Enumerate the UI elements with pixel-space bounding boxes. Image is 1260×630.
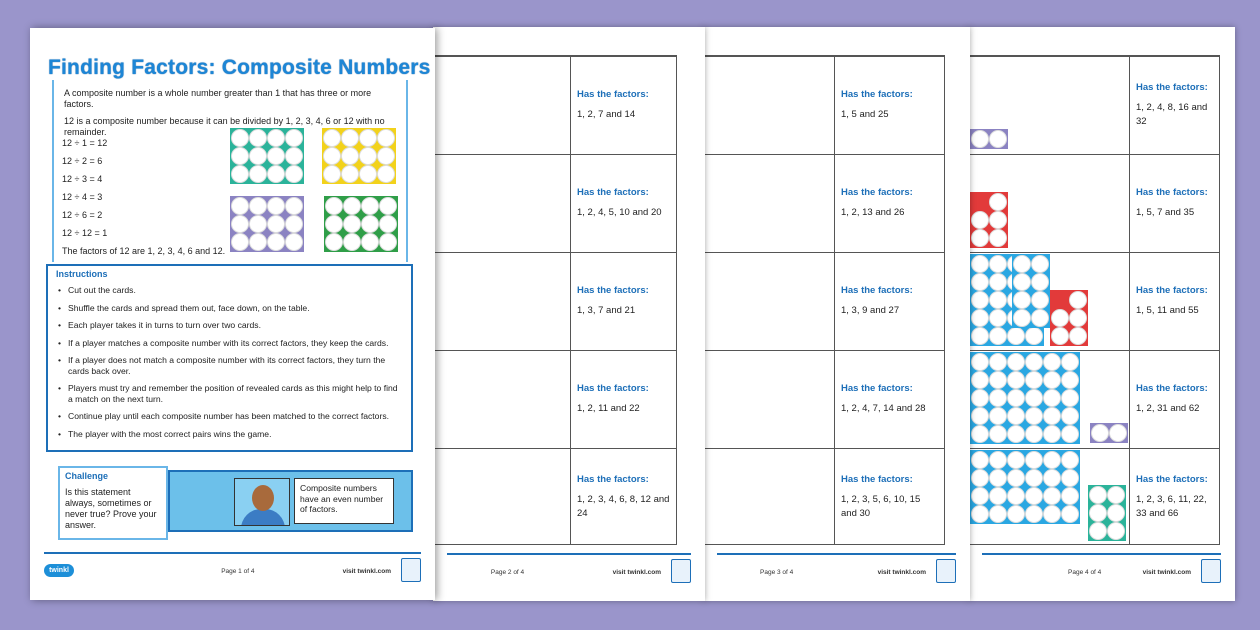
division-line: 12 ÷ 2 = 6 bbox=[62, 156, 103, 166]
card-factors: 1, 2, 31 and 62 bbox=[1136, 403, 1200, 414]
card-heading: Has the factors: bbox=[1136, 285, 1208, 296]
dot-array-blue bbox=[970, 450, 1080, 524]
card-row bbox=[433, 350, 676, 448]
card-heading: Has the factors: bbox=[577, 89, 649, 100]
card-row bbox=[433, 448, 676, 546]
factor-card-grid bbox=[703, 55, 945, 545]
card-row bbox=[433, 154, 676, 252]
dot-array-purple bbox=[230, 196, 304, 252]
card-heading: Has the factors: bbox=[577, 474, 649, 485]
site-link[interactable]: visit twinkl.com bbox=[1142, 569, 1191, 576]
card-factors: 1, 2, 3, 6, 11, 22, 33 and 66 bbox=[1136, 494, 1207, 519]
site-link[interactable]: visit twinkl.com bbox=[877, 569, 926, 576]
challenge-title: Challenge bbox=[65, 471, 109, 481]
challenge-illustration bbox=[168, 470, 413, 532]
card-heading: Has the factors: bbox=[841, 474, 913, 485]
instruction-item: • Shuffle the cards and spread them out, face down, on the table. bbox=[56, 303, 403, 314]
factor-card-grid bbox=[433, 55, 677, 545]
card-heading: Has the factors: bbox=[841, 285, 913, 296]
page-number: Page 1 of 4 bbox=[221, 568, 255, 575]
instruction-item: • Players must try and remember the position of revealed cards as this might help to find a match on the next turn. bbox=[56, 383, 403, 404]
site-link[interactable]: visit twinkl.com bbox=[342, 568, 391, 575]
page-number: Page 2 of 4 bbox=[490, 569, 525, 576]
card-factors: 1, 5, 7 and 35 bbox=[1136, 207, 1195, 218]
factors-summary: The factors of 12 are 1, 2, 3, 4, 6 and 12. bbox=[62, 246, 226, 256]
instruction-item: • If a player matches a composite number with its correct factors, they keep the cards. bbox=[56, 338, 403, 349]
quality-badge-icon bbox=[401, 558, 421, 582]
card-factors: 1, 2, 3, 5, 6, 10, 15 and 30 bbox=[841, 494, 921, 519]
dot-array-purple bbox=[970, 129, 1008, 149]
challenge-panel bbox=[58, 466, 168, 540]
card-heading: Has the factors: bbox=[577, 285, 649, 296]
division-line: 12 ÷ 12 = 1 bbox=[62, 228, 108, 238]
speech-bubble: Composite numbers have an even number of factors. bbox=[294, 478, 394, 524]
dot-array-yellow bbox=[322, 128, 396, 184]
intro-example: 12 is a composite number because it can be divided by 1, 2, 3, 4, 6 or 12 with no remainder. bbox=[64, 116, 385, 137]
instruction-item: • Each player takes it in turns to turn over two cards. bbox=[56, 320, 403, 331]
instruction-item: • If a player does not match a composite number with its correct factors, they turn the cards back over. bbox=[56, 355, 403, 376]
card-heading: Has the factors: bbox=[577, 383, 649, 394]
dot-array-purple bbox=[1090, 423, 1128, 443]
dot-array-green bbox=[1088, 485, 1126, 541]
card-row bbox=[433, 56, 676, 154]
card-heading: Has the factors: bbox=[577, 187, 649, 198]
worksheet-page-4 bbox=[968, 27, 1235, 601]
dot-array-blue bbox=[1012, 254, 1050, 328]
page-footer bbox=[717, 553, 956, 589]
card-factors: 1, 2, 13 and 26 bbox=[841, 207, 905, 218]
site-link[interactable]: visit twinkl.com bbox=[612, 569, 661, 576]
card-factors: 1, 5 and 25 bbox=[841, 109, 889, 120]
card-row bbox=[703, 56, 944, 154]
worksheet-page-3 bbox=[703, 27, 970, 601]
card-factors: 1, 5, 11 and 55 bbox=[1136, 305, 1199, 316]
intro-definition: A composite number is a whole number greater than 1 that has three or more factors. bbox=[64, 88, 372, 109]
dot-array-teal bbox=[230, 128, 304, 184]
card-factors: 1, 2, 4, 5, 10 and 20 bbox=[577, 207, 662, 218]
dot-array-red bbox=[970, 192, 1008, 248]
division-line: 12 ÷ 4 = 3 bbox=[62, 192, 103, 202]
card-heading: Has the factors: bbox=[1136, 187, 1208, 198]
challenge-text: Is this statement always, sometimes or never true? Prove your answer. bbox=[65, 487, 157, 530]
card-row bbox=[703, 252, 944, 350]
worksheet-page-1 bbox=[30, 28, 435, 600]
division-line: 12 ÷ 3 = 4 bbox=[62, 174, 103, 184]
card-heading: Has the factors: bbox=[841, 187, 913, 198]
card-factors: 1, 3, 9 and 27 bbox=[841, 305, 900, 316]
twinkl-logo: twinkl bbox=[44, 564, 74, 577]
dot-array-red bbox=[1050, 290, 1088, 346]
quality-badge-icon bbox=[936, 559, 956, 583]
card-row bbox=[433, 252, 676, 350]
dot-array-blue bbox=[970, 352, 1080, 444]
card-row bbox=[703, 448, 944, 546]
card-factors: 1, 3, 7 and 21 bbox=[577, 305, 636, 316]
card-factors: 1, 2, 11 and 22 bbox=[577, 403, 640, 414]
quality-badge-icon bbox=[671, 559, 691, 583]
card-factors: 1, 2, 4, 8, 16 and 32 bbox=[1136, 102, 1208, 127]
card-factors: 1, 2, 4, 7, 14 and 28 bbox=[841, 403, 926, 414]
card-heading: Has the factors: bbox=[1136, 383, 1208, 394]
card-factors: 1, 2, 7 and 14 bbox=[577, 109, 636, 120]
page-footer bbox=[447, 553, 691, 589]
division-line: 12 ÷ 6 = 2 bbox=[62, 210, 103, 220]
instructions-panel bbox=[46, 264, 413, 452]
thinking-person-icon bbox=[234, 478, 290, 526]
card-heading: Has the factors: bbox=[841, 383, 913, 394]
page-number: Page 3 of 4 bbox=[760, 569, 794, 576]
quality-badge-icon bbox=[1201, 559, 1221, 583]
instruction-item: • Continue play until each composite number has been matched to the correct factors. bbox=[56, 411, 403, 422]
instructions-title: Instructions bbox=[56, 269, 108, 279]
worksheet-page-2 bbox=[433, 27, 705, 601]
card-heading: Has the factors: bbox=[1136, 82, 1208, 93]
instruction-item: • The player with the most correct pairs wins the game. bbox=[56, 429, 403, 440]
page-title: Finding Factors: Composite Numbers bbox=[48, 56, 431, 79]
card-row bbox=[703, 154, 944, 252]
card-factors: 1, 2, 3, 4, 6, 8, 12 and 24 bbox=[577, 494, 670, 519]
page-footer bbox=[982, 553, 1221, 589]
card-heading: Has the factors: bbox=[841, 89, 913, 100]
page-number: Page 4 of 4 bbox=[1068, 569, 1102, 576]
dot-array-green bbox=[324, 196, 398, 252]
card-heading: Has the factors: bbox=[1136, 474, 1208, 485]
card-row bbox=[703, 350, 944, 448]
division-line: 12 ÷ 1 = 12 bbox=[62, 138, 108, 148]
page-footer bbox=[44, 552, 421, 588]
instruction-item: • Cut out the cards. bbox=[56, 285, 403, 296]
